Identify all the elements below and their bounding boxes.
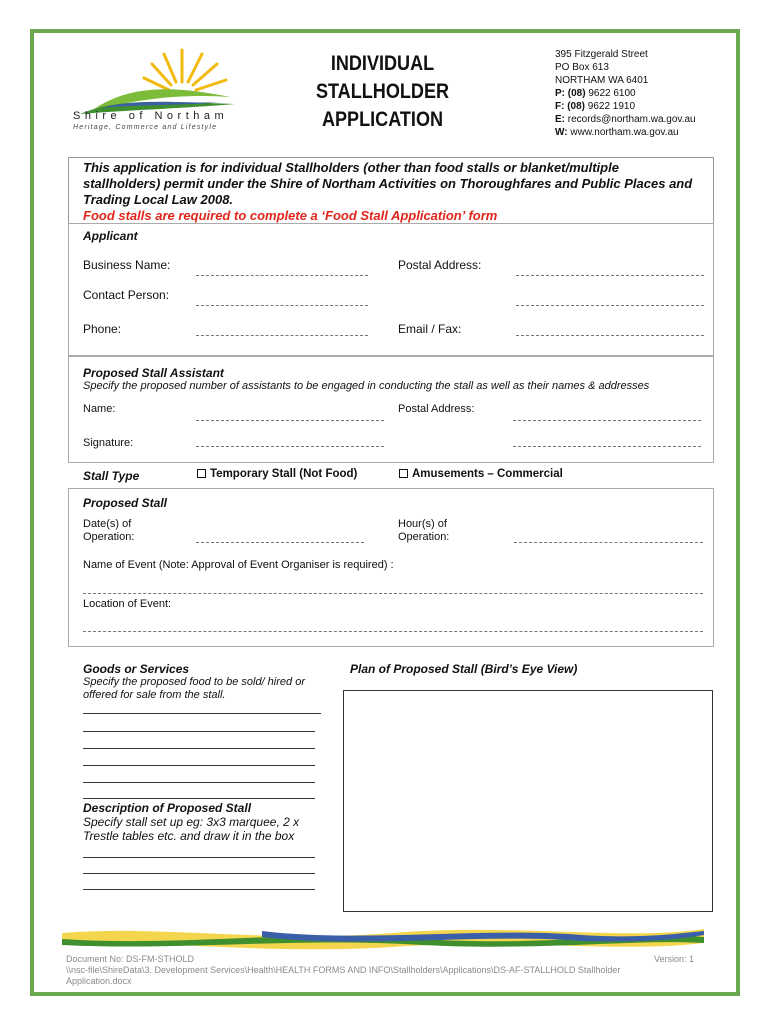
postal-address-field-1[interactable]	[516, 275, 704, 276]
document-number: Document No: DS-FM-STHOLD	[66, 954, 195, 964]
goods-line-4[interactable]	[83, 765, 315, 766]
postal-address-field-2[interactable]	[516, 305, 704, 306]
business-name-label: Business Name:	[83, 258, 171, 272]
footer-decorative-band	[62, 921, 704, 954]
title-line-1: INDIVIDUAL	[330, 52, 435, 75]
amusements-checkbox[interactable]	[399, 469, 408, 478]
goods-line-3[interactable]	[83, 748, 315, 749]
goods-instructions: Specify the proposed food to be sold/ hired or offered for sale from the stall.	[83, 676, 305, 701]
shire-of-northam-logo	[70, 42, 240, 137]
event-name-label: Name of Event (Note: Approval of Event Organiser is required) :	[83, 559, 394, 571]
goods-heading: Goods or Services	[83, 662, 190, 676]
phone-label: Phone:	[83, 322, 122, 336]
event-name-field[interactable]	[83, 593, 703, 594]
goods-line-1[interactable]	[83, 713, 321, 714]
assistant-postal-field-2[interactable]	[513, 446, 701, 447]
assistant-heading: Proposed Stall Assistant	[83, 366, 224, 380]
goods-line-5[interactable]	[83, 782, 315, 783]
plan-drawing-box[interactable]	[343, 690, 713, 912]
assistant-name-field[interactable]	[196, 420, 384, 421]
web-line: W: www.northam.wa.gov.au	[555, 127, 679, 138]
description-heading: Description of Proposed Stall	[83, 801, 252, 815]
description-line-3[interactable]	[83, 889, 315, 890]
goods-line-6[interactable]	[83, 798, 315, 799]
contact-person-field[interactable]	[196, 305, 368, 306]
applicant-heading: Applicant	[83, 229, 138, 243]
signature-field[interactable]	[196, 446, 384, 447]
address-line-1: 395 Fitzgerald Street	[555, 49, 648, 60]
plan-heading: Plan of Proposed Stall (Bird’s Eye View)	[350, 662, 578, 676]
contact-details	[555, 48, 696, 139]
dates-label: Date(s) of Operation:	[83, 518, 135, 543]
email-fax-field[interactable]	[516, 335, 704, 336]
assistant-postal-label: Postal Address:	[398, 403, 475, 415]
description-line-2[interactable]	[83, 873, 315, 874]
title-line-3: APPLICATION	[321, 108, 444, 131]
signature-label: Signature:	[83, 437, 134, 449]
file-path: \\nsc-file\ShireData\3. Development Services\Health\HEALTH FORMS AND INFO\Stallholders\Applications\DS-AF-STALLHOLD Stallholder	[66, 965, 621, 975]
address-line-2: PO Box 613	[555, 62, 609, 73]
stall-type-heading: Stall Type	[83, 469, 140, 483]
assistant-instructions: Specify the proposed number of assistants to be engaged in conducting the stall as well as their names & addresses	[83, 380, 650, 392]
email-line: E: records@northam.wa.gov.au	[555, 114, 696, 125]
description-line-1[interactable]	[83, 857, 315, 858]
contact-person-label: Contact Person:	[83, 288, 170, 302]
goods-line-2[interactable]	[83, 731, 315, 732]
hours-label: Hour(s) of Operation:	[398, 518, 450, 543]
temporary-stall-option[interactable]: Temporary Stall (Not Food)	[197, 468, 357, 480]
business-name-field[interactable]	[196, 275, 368, 276]
phone-field[interactable]	[196, 335, 368, 336]
amusements-option[interactable]: Amusements – Commercial	[399, 468, 563, 480]
event-location-label: Location of Event:	[83, 598, 172, 610]
proposed-stall-heading: Proposed Stall	[83, 496, 168, 510]
logo-name: Shire of Northam	[73, 110, 229, 122]
temporary-stall-checkbox[interactable]	[197, 469, 206, 478]
intro-text: This application is for individual Stallholders (other than food stalls or blanket/multiple stallholders) permit under the Shire of Northam Activities on Thoroughfares and Public Places and Trading Local Law 2008.	[83, 160, 693, 207]
event-location-field[interactable]	[83, 631, 703, 632]
food-stall-notice: Food stalls are required to complete a ‘Food Stall Application’ form	[83, 208, 498, 223]
email-fax-label: Email / Fax:	[398, 322, 462, 336]
postal-address-label: Postal Address:	[398, 258, 482, 272]
document-version: Version: 1	[653, 954, 694, 964]
intro-statement	[68, 157, 714, 223]
description-instructions: Specify stall set up eg: 3x3 marquee, 2 x Trestle tables etc. and draw it in the box	[83, 815, 300, 843]
fax-line: F: (08) 9622 1910	[555, 101, 636, 112]
address-line-3: NORTHAM WA 6401	[555, 75, 649, 86]
dates-field[interactable]	[196, 542, 364, 543]
form-title	[303, 50, 462, 134]
footer	[66, 954, 694, 987]
logo-tagline: Heritage, Commerce and Lifestyle	[73, 124, 218, 131]
file-path-continued: Application.docx	[66, 976, 132, 986]
assistant-name-label: Name:	[83, 403, 116, 415]
title-line-2: STALLHOLDER	[315, 80, 450, 103]
assistant-postal-field-1[interactable]	[513, 420, 701, 421]
hours-field[interactable]	[514, 542, 703, 543]
phone-line: P: (08) 9622 6100	[555, 88, 636, 99]
